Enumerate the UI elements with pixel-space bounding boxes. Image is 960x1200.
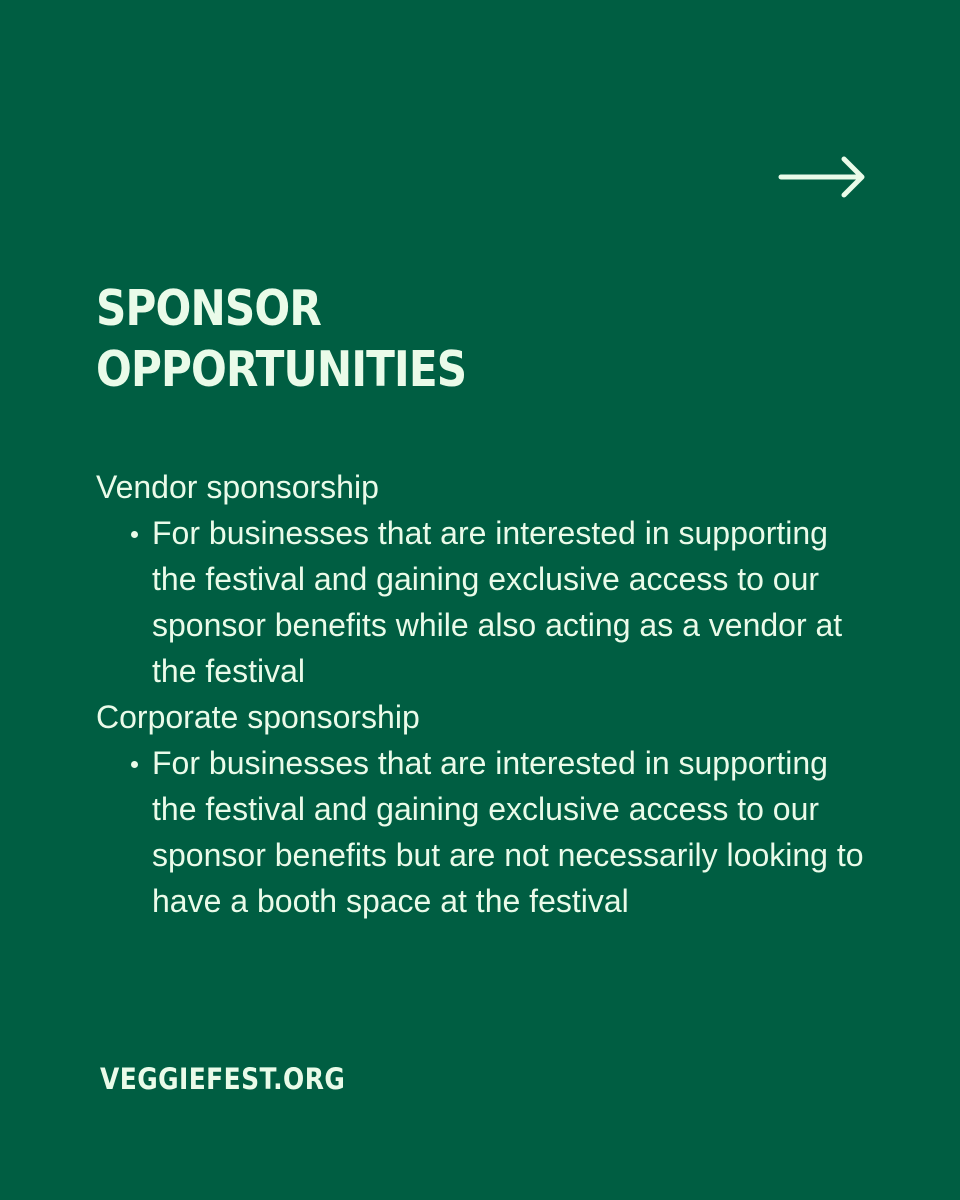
vendor-sponsorship-bullets xyxy=(96,510,866,694)
arrow-right-icon-graphic xyxy=(778,155,866,199)
arrow-right-icon[interactable] xyxy=(778,155,866,199)
corporate-sponsorship-description: For businesses that are interested in supporting the festival and gaining exclusive access to our sponsor benefits but are not necessarily looking to have a booth space at the festival xyxy=(152,740,866,924)
vendor-sponsorship-heading: Vendor sponsorship xyxy=(96,469,379,505)
page-title-line-2: OPPORTUNITIES xyxy=(96,341,467,398)
corporate-sponsorship-bullets xyxy=(96,740,866,924)
page-title-line-1: SPONSOR xyxy=(96,280,321,337)
corporate-sponsorship-heading: Corporate sponsorship xyxy=(96,699,420,735)
page-title xyxy=(96,278,750,400)
website-url[interactable]: VEGGIEFEST.ORG xyxy=(100,1062,346,1096)
sponsorship-list xyxy=(96,464,866,924)
vendor-sponsorship-description: For businesses that are interested in supporting the festival and gaining exclusive access to our sponsor benefits while also acting as a vendor at the festival xyxy=(152,510,866,694)
